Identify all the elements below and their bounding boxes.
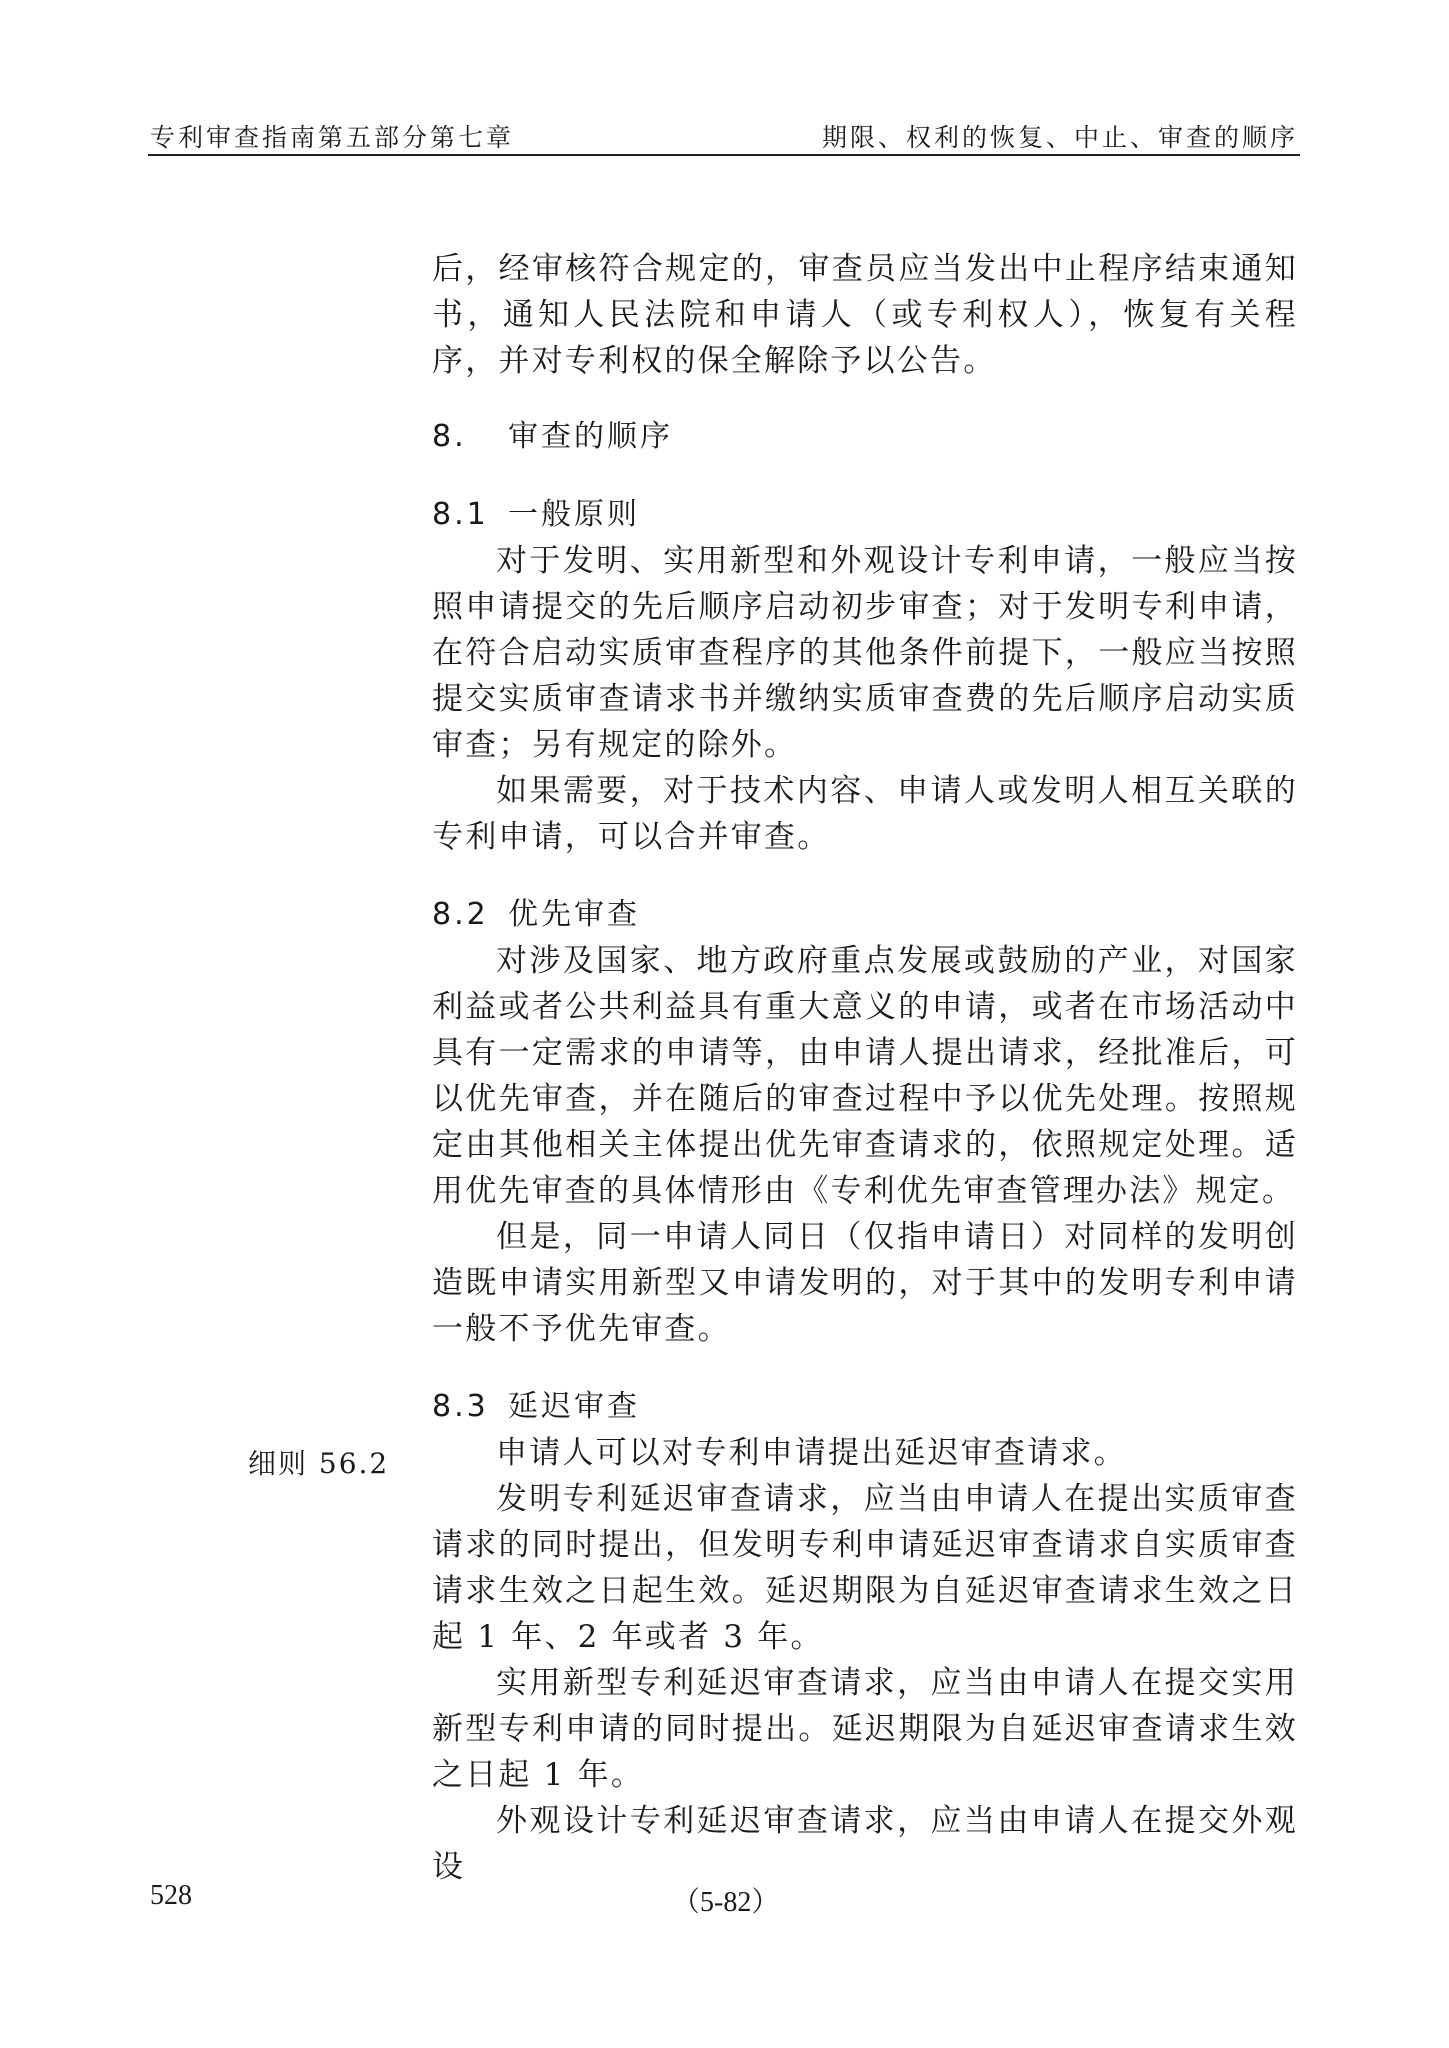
header-section-title: 期限、权利的恢复、中止、审查的顺序 <box>821 123 1298 152</box>
section-page-number: （5-82） <box>672 1887 780 1918</box>
paragraph: 如果需要，对于技术内容、申请人或发明人相互关联的专利申请，可以合并审查。 <box>432 773 1298 855</box>
paragraph: 申请人可以对专利申请提出延迟审查请求。 <box>496 1435 1127 1471</box>
section-number: 8.1 <box>432 497 489 532</box>
header-chapter-title: 专利审查指南第五部分第七章 <box>150 123 515 152</box>
section-heading-8-3 <box>432 1384 1298 1430</box>
paragraph: 发明专利延迟审查请求，应当由申请人在提出实质审查请求的同时提出，但发明专利申请延迟审查请求自实质审查请求生效之日起生效。延迟期限为自延迟审查请求生效之日起 1 年、2 年或者 3 年。 <box>432 1481 1298 1655</box>
section-number: 8.2 <box>432 897 489 932</box>
section-title: 审查的顺序 <box>508 419 673 454</box>
section-heading-8 <box>432 414 1298 460</box>
section-title: 优先审查 <box>508 897 640 932</box>
paragraph: 实用新型专利延迟审查请求，应当由申请人在提交实用新型专利申请的同时提出。延迟期限为自延迟审查请求生效之日起 1 年。 <box>432 1665 1298 1793</box>
section-number: 8. <box>432 419 467 454</box>
running-header <box>150 118 1298 154</box>
header-divider <box>148 154 1300 156</box>
paragraph: 外观设计专利延迟审查请求，应当由申请人在提交外观设 <box>432 1803 1298 1885</box>
section-number: 8.3 <box>432 1389 489 1424</box>
section-heading-8-2 <box>432 892 1298 938</box>
page-number: 528 <box>150 1880 192 1911</box>
margin-reference-note: 细则 56.2 <box>248 1447 390 1480</box>
section-title: 一般原则 <box>508 497 640 532</box>
section-heading-8-1 <box>432 492 1298 538</box>
paragraph: 对于发明、实用新型和外观设计专利申请，一般应当按照申请提交的先后顺序启动初步审查；对于发明专利申请，在符合启动实质审查程序的其他条件前提下，一般应当按照提交实质审查请求书并缴纳实质审查费的先后顺序启动实质审查；另有规定的除外。 <box>432 543 1298 763</box>
paragraph: 但是，同一申请人同日（仅指申请日）对同样的发明创造既申请实用新型又申请发明的，对于其中的发明专利申请一般不予优先审查。 <box>432 1219 1298 1347</box>
intro-paragraph: 后，经审核符合规定的，审查员应当发出中止程序结束通知书，通知人民法院和申请人（或专利权人），恢复有关程序，并对专利权的保全解除予以公告。 <box>432 251 1298 379</box>
paragraph: 对涉及国家、地方政府重点发展或鼓励的产业，对国家利益或者公共利益具有重大意义的申请，或者在市场活动中具有一定需求的申请等，由申请人提出请求，经批准后，可以优先审查，并在随后的审查过程中予以优先处理。按照规定由其他相关主体提出优先审查请求的，依照规定处理。适用优先审查的具体情形由《专利优先审查管理办法》规定。 <box>432 943 1298 1209</box>
section-title: 延迟审查 <box>508 1389 640 1424</box>
body-text <box>432 246 1298 1890</box>
